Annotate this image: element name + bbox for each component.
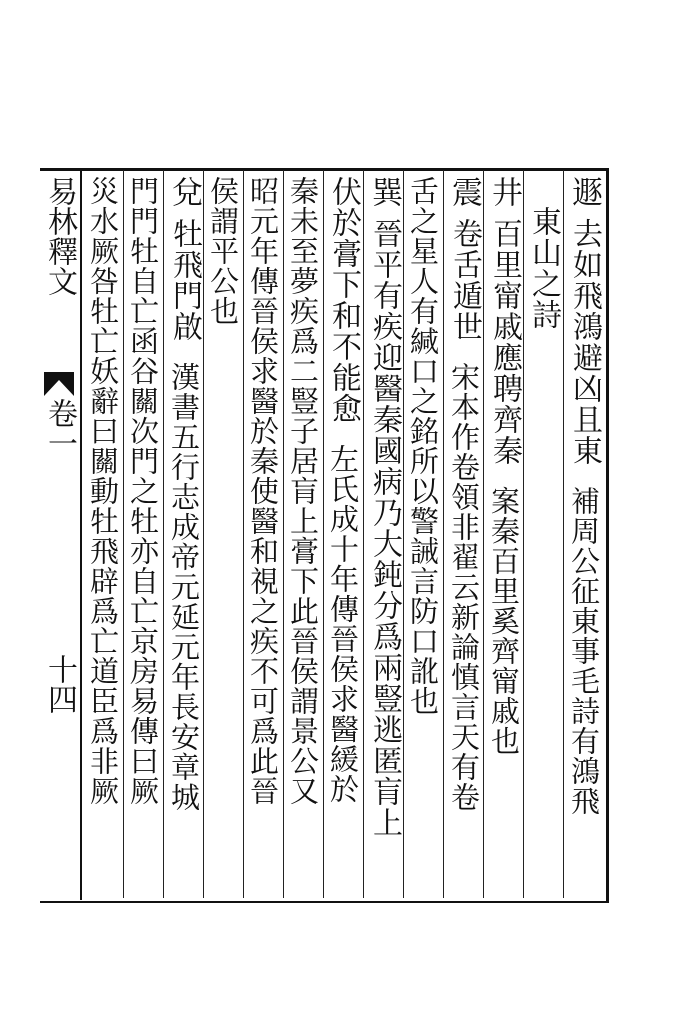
column-rule <box>243 170 244 898</box>
commentary-text: 左氏成十年傳晉侯求醫緩於 <box>326 444 360 804</box>
commentary-text: 宋本作卷領非翟云新論慎言天有卷 <box>447 362 481 812</box>
text-column-5 <box>408 176 438 892</box>
text-column-4 <box>446 176 482 892</box>
book-title: 易林釋文 <box>42 176 77 296</box>
text-column-10 <box>208 176 238 892</box>
text-column-9 <box>248 176 278 892</box>
commentary-text: 東山之詩 <box>526 206 561 330</box>
hexagram-name: 井 <box>486 176 522 208</box>
commentary-text: 侯謂平公也 <box>206 176 240 326</box>
fishtail-mark-icon <box>44 372 74 396</box>
commentary-text: 災水厥咎牡亡妖辭曰關動牡飛辟爲亡道臣爲非厥 <box>86 176 120 806</box>
column-rule <box>163 170 164 898</box>
hexagram-name: 巽 <box>366 176 402 208</box>
verse-text: 百里甯戚應聘齊秦 <box>487 218 522 466</box>
verse-text: 晉平有疾迎醫秦國病乃大鈍分爲兩豎逃匿肓上 <box>367 218 402 838</box>
verse-text: 去如飛鴻避凶且東 <box>567 218 602 466</box>
column-rule <box>283 170 284 898</box>
volume-label: 卷一 <box>42 398 77 458</box>
column-rule <box>483 170 484 898</box>
column-rule <box>443 170 444 898</box>
text-column-6 <box>366 176 402 892</box>
commentary-text: 案秦百里奚齊甯戚也 <box>487 486 521 756</box>
commentary-text: 昭元年傳晉侯求醫於秦使醫和視之疾不可爲此晉 <box>246 176 280 806</box>
text-column-1 <box>566 176 602 892</box>
commentary-text: 漢書五行志成帝元延元年長安章城 <box>167 362 201 812</box>
text-column-12 <box>128 176 158 892</box>
column-rule <box>403 170 404 898</box>
column-rule <box>123 170 124 898</box>
column-rule <box>203 170 204 898</box>
hexagram-name: 遯 <box>566 176 602 208</box>
commentary-text: 補周公征東事毛詩有鴻飛 <box>567 486 601 816</box>
hexagram-name: 震 <box>446 176 482 208</box>
text-column-11 <box>166 176 202 892</box>
verse-text: 卷舌遁世 <box>447 218 482 342</box>
verse-text: 牡飛門啟 <box>167 218 202 342</box>
column-rule <box>563 170 564 898</box>
commentary-text: 秦未至夢疾爲二豎子居肓上膏下此晉侯謂景公又 <box>286 176 320 806</box>
text-column-3 <box>486 176 522 892</box>
hexagram-name: 兌 <box>166 176 202 208</box>
column-rule <box>323 170 324 898</box>
text-column-2 <box>526 206 561 922</box>
folio-number: 十四 <box>42 654 77 714</box>
commentary-text: 門門牡自亡函谷關次門之牡亦自亡京房易傳曰厥 <box>126 176 160 806</box>
text-column-7 <box>326 176 361 892</box>
commentary-text: 舌之星人有緘口之銘所以警誡言防口訛也 <box>406 176 440 716</box>
column-rule <box>363 170 364 898</box>
column-rule <box>523 170 524 898</box>
verse-text: 伏於膏下和不能愈 <box>326 176 361 424</box>
text-column-8 <box>288 176 318 892</box>
text-column-13 <box>88 176 118 892</box>
